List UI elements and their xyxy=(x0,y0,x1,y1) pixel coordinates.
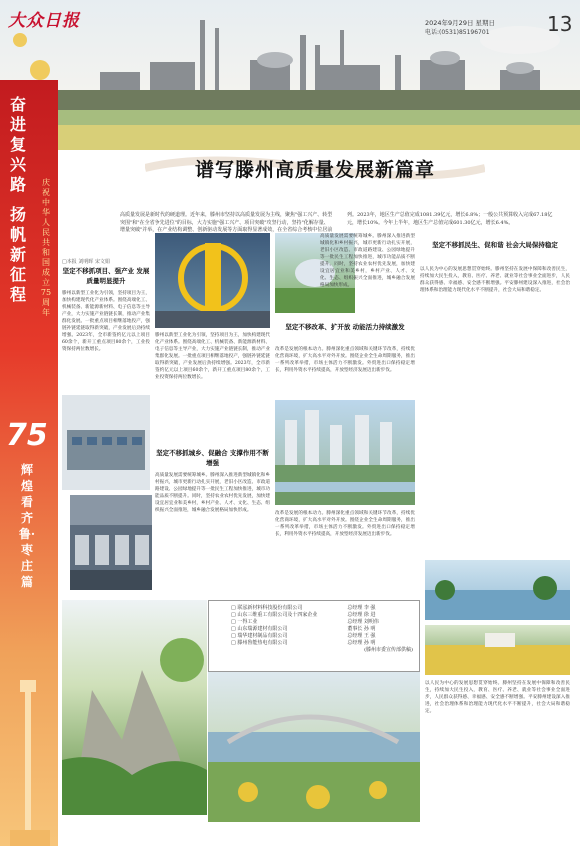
phone-number: 电话:(0531)85196701 xyxy=(425,29,490,36)
credit-role: 董事长 孙 明 xyxy=(347,626,376,632)
anniversary-number: 75 xyxy=(6,418,48,453)
body-column-4b: 以人民为中心的发展思想贯穿始终。滕州坚持在发展中保障和改善民生，持续加大民生投入，教育、医疗、养老、就业等社会事业全面进步，人民群众获得感、幸福感、安全感不断增强。平安滕州建设深入推进，社会治理体系和治理能力现代化水平不断提升，社会大局和谐稳定。 xyxy=(425,681,570,714)
body-column-3a: 高质量发展需要统筹城乡。滕州深入推进新型城镇化和乡村振兴，城市更新行动扎实开展，老旧小区改造、市政道路建设、公园绿地提升等一批民生工程加快推进，城市功能品质不断提升。同时，坚持农业农村优先发展，加快建设宜居宜业和美乡村，乡村产业、人才、文化、生态、组织振兴全面推进，城乡融合发展格局加快形成。 xyxy=(320,234,415,288)
factory-floor-photo xyxy=(70,495,152,590)
newspaper-logo: 大众日报 xyxy=(8,11,80,31)
credits-footer: (滕州市委宣传部供稿) xyxy=(364,647,413,653)
landscape-rock-drawing xyxy=(62,600,207,815)
lake-photo xyxy=(425,560,570,620)
issue-date: 2024年9月29日 星期日 xyxy=(425,19,496,27)
body-column-2a: 滕州以新型工业化为引领，坚持项目为王，加快构建现代化产业体系。围绕高端化工、机械装备、新能源新材料、电子信息等主导产业，大力实施产业链链长制，推动产业集群化发展。一批重点项目相继落地投产，强链补链延链取得新突破，产业发展后劲持续增强。2023年，全市新签约亿元以上项目60余个，新开工重点项目80余个，工业投资保持两位数增长。 xyxy=(155,333,270,380)
credit-company: □ 山东三维重工有限公司及十四家企业 xyxy=(231,612,318,618)
body-column-4: 以人民为中心的发展思想贯穿始终。滕州坚持在发展中保障和改善民生，持续加大民生投入，教育、医疗、养老、就业等社会事业全面进步，人民群众获得感、幸福感、安全感不断增强。平安滕州建设深入推进，社会治理体系和治理能力现代化水平不断提升，社会大局和谐稳定。 xyxy=(420,267,570,293)
section-title-4: 坚定不移抓民生、促和谐 社会大局保持稳定 xyxy=(432,241,558,249)
sidebar-slogan: 辉煌看齐鲁·枣庄篇 xyxy=(18,463,36,589)
sidebar-title-top: 奋进复兴路 xyxy=(9,95,26,194)
headline: 谱写滕州高质量发展新篇章 xyxy=(194,159,435,181)
bridge-park-drawing xyxy=(208,672,420,822)
lake-drawing xyxy=(425,560,570,620)
bridge-park-photo xyxy=(208,672,420,822)
section-title-3: 坚定不移改革、扩开放 动能活力持续激发 xyxy=(285,323,405,331)
credits-companies xyxy=(217,605,317,647)
body-column-3b: 改革是发展的根本动力。滕州深化重点领域和关键环节改革，持续优化营商环境，扩大高水平对外开放。围绕企业全生命周期服务，推出一系列改革举措，市场主体活力不断激发。外贸进出口保持稳定增长，利用外资水平持续提高，开放型经济发展迈出新步伐。 xyxy=(275,347,415,373)
sidebar-title-bottom: 扬帆新征程 xyxy=(9,205,26,304)
section-title-1: 坚定不移抓项目、强产业 发展质量明显提升 xyxy=(62,267,150,285)
city-aerial-drawing xyxy=(275,400,415,505)
farmland-drawing xyxy=(425,625,570,675)
body-column-1: 滕州以新型工业化为引领，坚持项目为王，加快构建现代化产业体系。围绕高端化工、机械装备、新能源新材料、电子信息等主导产业，大力实施产业链链长制，推动产业集群化发展。一批重点项目相继落地投产，强链补链延链取得新突破，产业发展后劲持续增强。2023年，全市新签约亿元以上项目60余个，新开工重点项目80余个，工业投资保持两位数增长。 xyxy=(62,291,150,352)
farmland-photo xyxy=(425,625,570,675)
credit-role: 总经理 刘明伟 xyxy=(347,619,379,625)
page-number: 13 xyxy=(547,12,573,36)
intro-paragraph: 高质量发展是新时代的硬道理。近年来，滕州市坚持以高质量发展为主线，聚焦"强工兴产、转型突围"和"在全省争先进位"的目标，大力实施"强工兴产、项目突破"攻坚行动，坚持"化解存量、增量突破"并举，在产业结构调整、创新驱动发展等方面取得显著成效，在全省综合考核中位居前列。2023年，地区生产总值完成1081.39亿元，增长6.8%；一般公共预算收入完成67.18亿元，增长10%。今年上半年，地区生产总值完成601.30亿元，增长6.4%。 xyxy=(120,212,553,233)
credit-company: □ 瑞华建材制品有限公司 xyxy=(231,633,288,639)
credit-role: 总经理 孙 明 xyxy=(347,640,376,646)
machinery-photo xyxy=(155,233,270,328)
credit-company: □ 一得工业 xyxy=(231,619,258,625)
masthead-photo xyxy=(0,0,580,150)
credits-list xyxy=(209,601,419,647)
byline: □本报 刘明晖 宋文娟 xyxy=(62,259,110,265)
landscape-rock-photo xyxy=(62,600,207,815)
city-aerial-photo xyxy=(275,400,415,505)
credit-role: 总经理 王 强 xyxy=(347,633,376,639)
factory-exterior-photo xyxy=(62,395,150,490)
tower-icon xyxy=(0,630,58,846)
credit-company: □ 滕州鲁能热电有限公司 xyxy=(231,640,288,646)
credit-company: □ 联泓新材料科技股份有限公司 xyxy=(231,605,303,611)
body-column-2b: 高质量发展需要统筹城乡。滕州深入推进新型城镇化和乡村振兴，城市更新行动扎实开展，老旧小区改造、市政道路建设、公园绿地提升等一批民生工程加快推进，城市功能品质不断提升。同时，坚持农业农村优先发展，加快建设宜居宜业和美乡村，乡村产业、人才、文化、生态、组织振兴全面推进，城乡融合发展格局加快形成。 xyxy=(155,473,270,513)
credit-role: 总经理 李 强 xyxy=(347,605,376,611)
credit-role: 总经理 徐 进 xyxy=(347,612,376,618)
sidebar-subtitle: 庆祝中华人民共和国成立75周年 xyxy=(40,178,52,317)
machinery-photo-drawing xyxy=(155,233,270,328)
credits-roles xyxy=(331,605,379,647)
body-column-3c: 改革是发展的根本动力。滕州深化重点领域和关键环节改革，持续优化营商环境，扩大高水平对外开放。围绕企业全生命周期服务，推出一系列改革举措，市场主体活力不断激发。外贸进出口保持稳定增长，利用外资水平持续提高，开放型经济发展迈出新步伐。 xyxy=(275,511,415,537)
factory-exterior-drawing xyxy=(62,395,150,490)
credit-company: □ 山东瑞源建材有限公司 xyxy=(231,626,288,632)
sponsor-credits-box xyxy=(208,600,420,672)
section-title-2: 坚定不移抓城乡、促融合 支撑作用不断增强 xyxy=(156,449,269,467)
factory-floor-drawing xyxy=(70,495,152,590)
